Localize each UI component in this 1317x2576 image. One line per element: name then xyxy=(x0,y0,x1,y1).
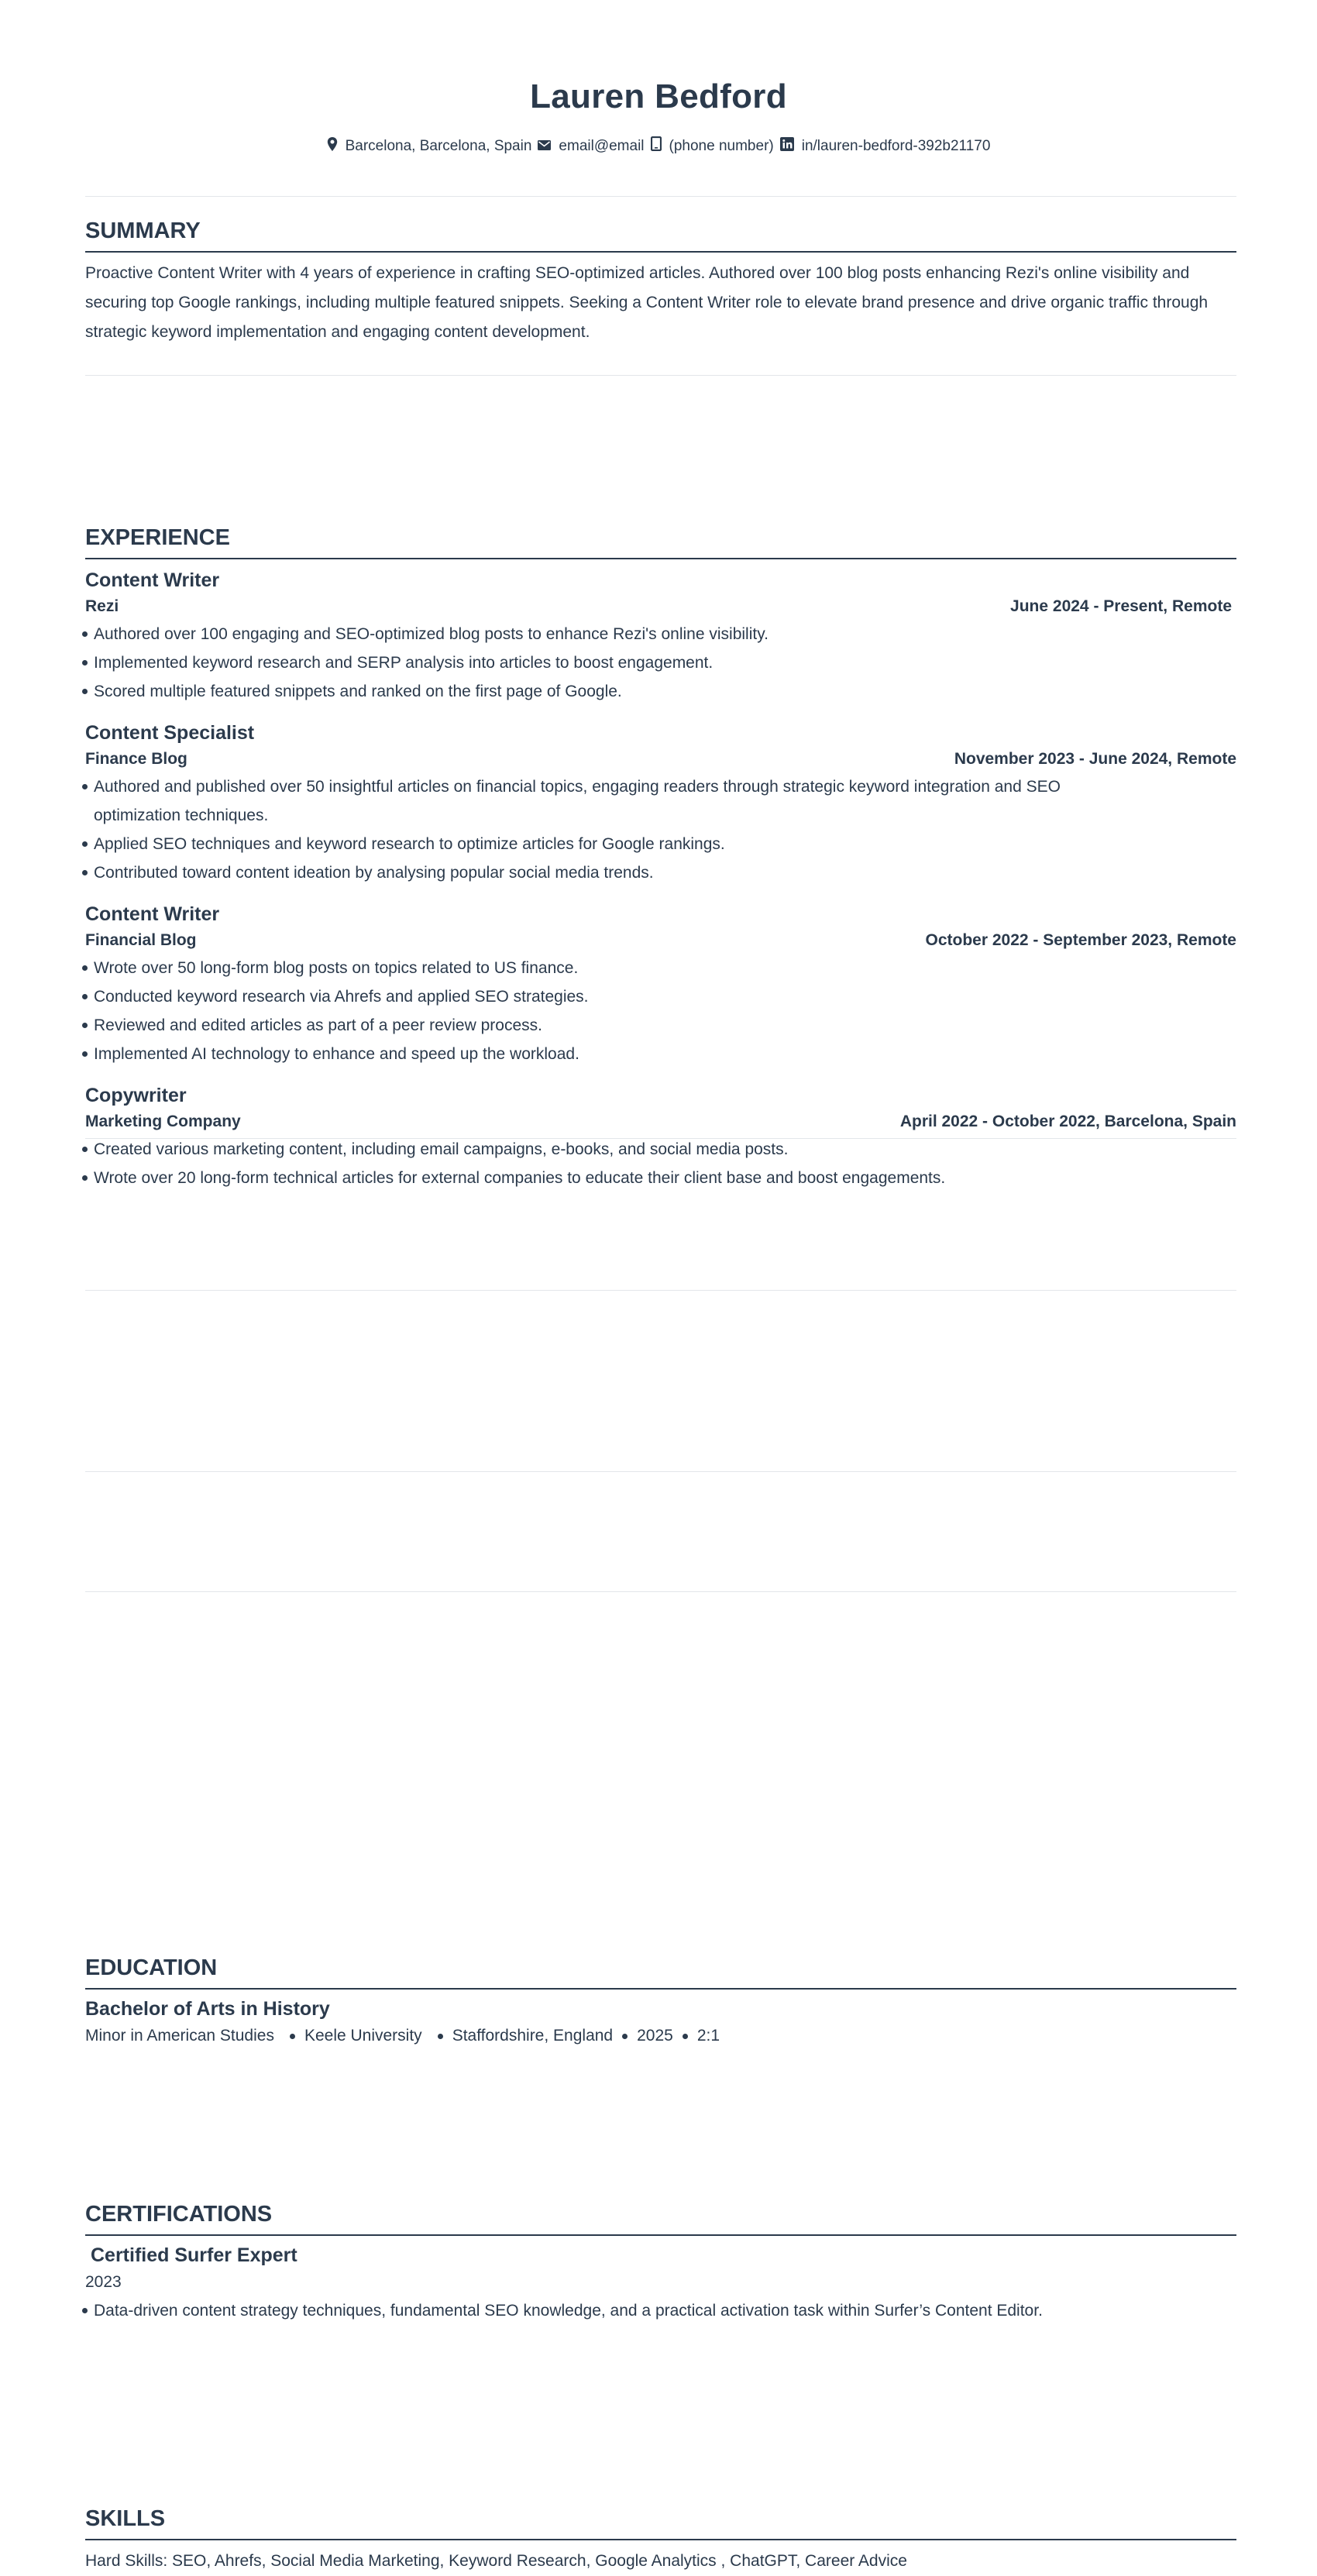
bullet-item: Authored over 100 engaging and SEO-optimized blog posts to enhance Rezi's online visibility. xyxy=(85,620,1236,648)
job-dates: June 2024 - Present, Remote xyxy=(1010,597,1232,615)
skills-text: Hard Skills: SEO, Ahrefs, Social Media Marketing, Keyword Research, Google Analytics , ChatGPT, Career Advice xyxy=(85,2552,907,2570)
divider xyxy=(85,375,1236,376)
job-dates: October 2022 - September 2023, Remote xyxy=(925,931,1236,949)
bullet-item: Created various marketing content, including email campaigns, e-books, and social media posts. xyxy=(85,1135,1236,1164)
summary-text: Proactive Content Writer with 4 years of experience in crafting SEO-optimized articles. Authored over 100 blog posts enhancing Rezi's online visibility and securing top Google rankings, including multiple featured snippets. Seeking a Content Writer role to elevate brand presence and drive organic traffic through strategic keyword implementation and engaging content development. xyxy=(85,264,1209,341)
job-title: Content Specialist xyxy=(85,722,255,744)
certification-year: 2023 xyxy=(85,2273,122,2291)
contact-email[interactable] xyxy=(538,138,644,155)
bullet-item: Implemented keyword research and SERP analysis into articles to boost engagement. xyxy=(85,648,1236,677)
separator-dot xyxy=(622,2034,628,2039)
divider xyxy=(85,1138,1236,1139)
job-meta xyxy=(85,1109,1236,1135)
contact-location xyxy=(327,137,532,156)
job-entry xyxy=(85,720,1236,887)
education-grade: 2:1 xyxy=(696,2027,720,2045)
divider xyxy=(85,1591,1236,1592)
job-dates: November 2023 - June 2024, Remote xyxy=(954,750,1236,768)
education-location: Staffordshire, England xyxy=(452,2027,614,2045)
job-company: Rezi xyxy=(85,597,119,615)
linkedin-icon xyxy=(780,137,802,156)
bullet-item: Conducted keyword research via Ahrefs and applied SEO strategies. xyxy=(85,982,1236,1011)
job-bullets xyxy=(85,772,1236,887)
bullet-item: Authored and published over 50 insightful articles on financial topics, engaging readers through strategic keyword integration and SEO optimization techniques. xyxy=(85,772,1236,830)
job-entry xyxy=(85,901,1236,1068)
job-company: Finance Blog xyxy=(85,750,187,768)
education-heading: EDUCATION xyxy=(85,1955,1236,1990)
linkedin-text: in/lauren-bedford-392b21170 xyxy=(801,137,991,154)
summary-heading: SUMMARY xyxy=(85,218,1236,253)
education-school: Keele University xyxy=(304,2027,422,2045)
job-dates: April 2022 - October 2022, Barcelona, Spain xyxy=(899,1113,1236,1130)
education-minor: Minor in American Studies xyxy=(85,2027,274,2045)
skills-heading: SKILLS xyxy=(85,2506,1236,2540)
contact-linkedin[interactable] xyxy=(780,137,991,156)
job-entry xyxy=(85,1082,1236,1192)
job-bullets xyxy=(85,620,1236,706)
education-details xyxy=(85,2022,1236,2050)
contact-phone[interactable] xyxy=(651,136,774,156)
certification-bullets xyxy=(85,2296,1236,2325)
divider xyxy=(85,1471,1236,1472)
certification-name: Certified Surfer Expert xyxy=(91,2244,297,2266)
job-meta xyxy=(85,746,1236,772)
separator-dot xyxy=(290,2034,295,2039)
education-year: 2025 xyxy=(637,2027,673,2045)
certifications-section xyxy=(85,2202,1236,2325)
certifications-heading: CERTIFICATIONS xyxy=(85,2202,1236,2236)
job-bullets xyxy=(85,1135,1236,1192)
experience-section xyxy=(85,525,1236,1192)
envelope-icon xyxy=(538,138,559,155)
separator-dot xyxy=(438,2034,443,2039)
location-text: Barcelona, Barcelona, Spain xyxy=(345,137,532,154)
job-meta xyxy=(85,927,1236,954)
job-entry xyxy=(85,567,1236,706)
job-company: Marketing Company xyxy=(85,1113,241,1130)
divider xyxy=(85,196,1236,197)
experience-heading: EXPERIENCE xyxy=(85,525,1236,559)
bullet-item: Data-driven content strategy techniques, fundamental SEO knowledge, and a practical activation task within Surfer’s Content Editor. xyxy=(85,2296,1236,2325)
education-section xyxy=(85,1955,1236,2050)
job-title: Content Writer xyxy=(85,569,220,591)
bullet-item: Applied SEO techniques and keyword research to optimize articles for Google rankings. xyxy=(85,830,1236,858)
bullet-item: Wrote over 50 long-form blog posts on topics related to US finance. xyxy=(85,954,1236,982)
bullet-item: Contributed toward content ideation by analysing popular social media trends. xyxy=(85,858,1236,887)
bullet-item: Implemented AI technology to enhance and speed up the workload. xyxy=(85,1040,1236,1068)
phone-icon xyxy=(651,136,669,156)
job-bullets xyxy=(85,954,1236,1068)
phone-text: (phone number) xyxy=(669,137,774,154)
job-meta xyxy=(85,593,1236,620)
bullet-item: Wrote over 20 long-form technical articles for external companies to educate their client base and boost engagements. xyxy=(85,1164,1236,1192)
job-title: Copywriter xyxy=(85,1085,187,1106)
divider xyxy=(85,1290,1236,1291)
candidate-name: Lauren Bedford xyxy=(530,77,787,115)
degree-title: Bachelor of Arts in History xyxy=(85,1998,330,2020)
job-company: Financial Blog xyxy=(85,931,197,949)
contact-bar xyxy=(0,136,1317,156)
bullet-item: Scored multiple featured snippets and ranked on the first page of Google. xyxy=(85,677,1236,706)
job-title: Content Writer xyxy=(85,903,220,925)
summary-section xyxy=(85,218,1236,347)
location-pin-icon xyxy=(327,137,346,156)
separator-dot xyxy=(683,2034,688,2039)
bullet-item: Reviewed and edited articles as part of a peer review process. xyxy=(85,1011,1236,1040)
email-text: email@email xyxy=(559,137,645,154)
skills-section xyxy=(85,2506,1236,2576)
